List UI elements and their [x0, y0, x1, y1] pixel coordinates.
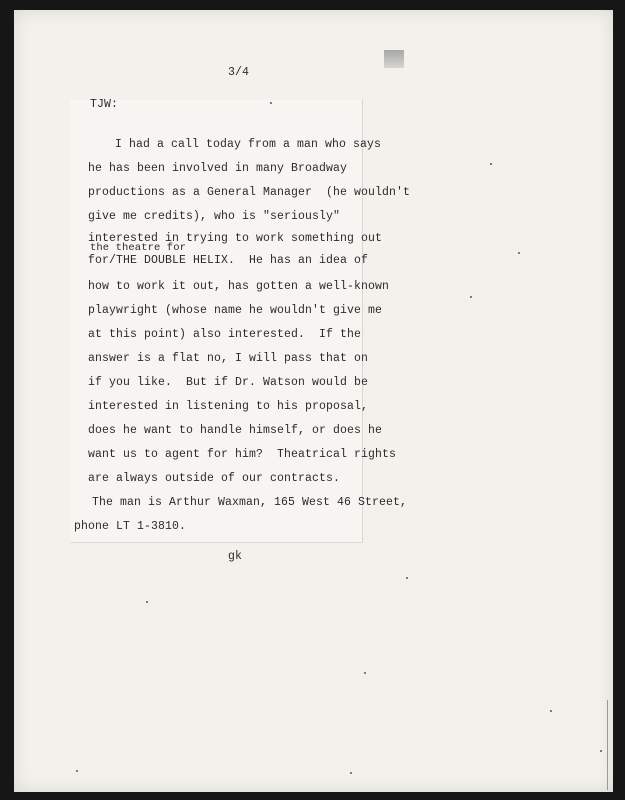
- body-line-17: phone LT 1-3810.: [74, 520, 187, 533]
- salutation: TJW:: [90, 98, 119, 111]
- speck-mark: [350, 772, 352, 774]
- tape-mark: [384, 50, 404, 68]
- speck-mark: [490, 163, 492, 165]
- speck-mark: [518, 252, 520, 254]
- body-line-4: give me credits), who is "seriously": [88, 210, 341, 223]
- speck-mark: [270, 102, 272, 104]
- body-line-11: if you like. But if Dr. Watson would be: [88, 376, 369, 389]
- speck-mark: [364, 672, 366, 674]
- body-line-14: want us to agent for him? Theatrical rights: [88, 448, 397, 461]
- signature-initials: gk: [228, 550, 243, 563]
- body-line-5: interested in trying to work something out: [88, 232, 383, 245]
- body-line-7: how to work it out, has gotten a well-known: [88, 280, 390, 293]
- body-line-10: answer is a flat no, I will pass that on: [88, 352, 369, 365]
- body-line-13: does he want to handle himself, or does he: [88, 424, 383, 437]
- page-number: 3/4: [228, 66, 250, 79]
- speck-mark: [146, 601, 148, 603]
- body-line-16: The man is Arthur Waxman, 165 West 46 Street,: [92, 496, 408, 509]
- body-line-15: are always outside of our contracts.: [88, 472, 341, 485]
- body-line-12: interested in listening to his proposal,: [88, 400, 369, 413]
- speck-mark: [76, 770, 78, 772]
- body-line-8: playwright (whose name he wouldn't give me: [88, 304, 383, 317]
- speck-mark: [550, 710, 552, 712]
- edge-shadow-line: [607, 700, 608, 790]
- speck-mark: [406, 577, 408, 579]
- handwritten-insert: the theatre for: [90, 242, 187, 254]
- speck-mark: [470, 296, 472, 298]
- body-line-3: productions as a General Manager (he wouldn't: [88, 186, 411, 199]
- body-line-9: at this point) also interested. If the: [88, 328, 362, 341]
- speck-mark: [600, 750, 602, 752]
- body-line-2: he has been involved in many Broadway: [88, 162, 348, 175]
- body-line-6: for/THE DOUBLE HELIX. He has an idea of: [88, 254, 369, 267]
- body-line-1: I had a call today from a man who says: [115, 138, 382, 151]
